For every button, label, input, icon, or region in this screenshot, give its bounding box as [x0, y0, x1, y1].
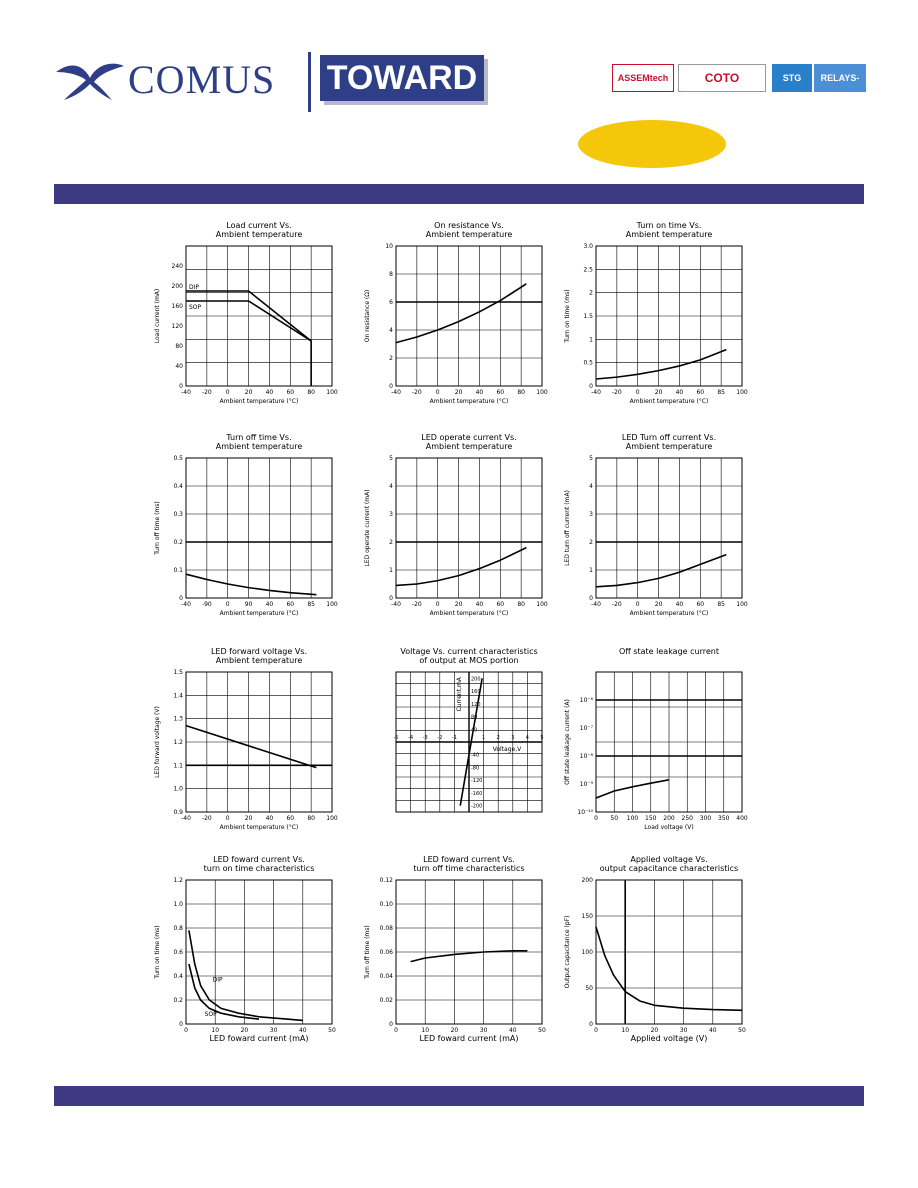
tick-label-x: 1: [482, 735, 486, 741]
tick-label-x: 100: [536, 389, 548, 396]
tick-label-x: 20: [240, 1027, 249, 1034]
tick-label-x: -90: [201, 601, 212, 608]
tick-label-x: 300: [699, 815, 712, 822]
tick-label-x: 0: [435, 601, 440, 608]
tick-label-y: 1.5: [583, 313, 593, 320]
axis-label-x: Voltage,V: [492, 746, 522, 753]
series-line: [596, 350, 726, 379]
tick-label-y: 2: [589, 539, 593, 546]
tick-label-x: 0: [225, 815, 230, 822]
tick-label-x: 30: [479, 1027, 488, 1034]
tick-label-x: 40: [475, 601, 484, 608]
tick-label-y: 200: [171, 283, 183, 290]
chart-leakage-current: [560, 644, 760, 840]
tick-label-y: 10⁻⁶: [579, 697, 593, 704]
tick-label-y: 50: [585, 985, 593, 992]
tick-label-y: 80: [175, 343, 183, 350]
top-bar: [54, 184, 864, 204]
relays-logo-text: RELAYS-: [820, 73, 860, 83]
tick-label-x: 400: [736, 815, 748, 822]
axis-label-y: Turn off time (ms): [154, 501, 161, 555]
tick-label-y: 0: [389, 383, 393, 390]
tick-label-x: 30: [679, 1027, 688, 1034]
tick-label-x: 20: [650, 1027, 659, 1034]
tick-label-y: 240: [171, 263, 183, 270]
tick-label-x: -20: [411, 601, 422, 608]
tick-label-y: 0.10: [379, 901, 393, 908]
tick-label-y: 0: [589, 383, 593, 390]
plot-frame: [186, 458, 332, 598]
tick-label-x: 10: [621, 1027, 630, 1034]
chart-title: Ambient temperature: [625, 442, 713, 451]
chart-title: LED operate current Vs.: [421, 433, 517, 442]
tick-label-y: 1.5: [173, 669, 183, 676]
axis-label-x: LED foward current (mA): [419, 1034, 519, 1043]
axis-label-x: Ambient temperature (°C): [219, 610, 299, 617]
tick-label-x: 200: [663, 815, 675, 822]
tick-label-x: -40: [181, 815, 191, 822]
chart-title: turn off time characteristics: [413, 864, 525, 873]
chart-led-current-turn-off: [360, 852, 560, 1052]
bottom-bar: [54, 1086, 864, 1106]
tick-label-y: 0.08: [379, 925, 393, 932]
tick-label-x: 50: [328, 1027, 336, 1034]
tick-label-x: 20: [244, 815, 253, 822]
tick-label-y: 0: [389, 1021, 393, 1028]
tick-label-y: 1.1: [173, 762, 183, 770]
tick-label-x: 80: [517, 601, 525, 608]
axis-label-x: Ambient temperature (°C): [629, 610, 709, 617]
tick-label-x: -4: [408, 735, 414, 741]
tick-label-y: 2: [389, 539, 393, 546]
tick-label-y: 4: [389, 327, 393, 334]
tick-label-x: 10: [211, 1027, 220, 1034]
tick-label-x: 0: [594, 1027, 598, 1034]
chart-title: Ambient temperature: [215, 442, 303, 451]
assemtech-logo-text: ASSEMtech: [617, 73, 669, 83]
chart-title: turn on time characteristics: [203, 864, 315, 873]
tick-label-y: 3.0: [583, 243, 593, 250]
tick-label-y: 160: [171, 303, 183, 310]
chart-title: LED foward current Vs.: [213, 855, 305, 864]
axis-label-y: Turn on time (ms): [564, 289, 571, 343]
tick-label-x: 20: [244, 389, 253, 396]
tick-label-x: 90: [244, 601, 253, 608]
series-line: [596, 555, 726, 587]
series-label: SOP: [204, 1011, 217, 1018]
axis-label-y: Load current (mA): [154, 288, 161, 344]
tick-label-y: 120: [471, 701, 481, 708]
tick-label-x: 50: [538, 1027, 546, 1034]
tick-label-x: 0: [184, 1027, 188, 1034]
tick-label-x: 350: [718, 815, 730, 822]
chart-load-current: [150, 218, 350, 414]
tick-label-x: -40: [181, 601, 191, 608]
axis-label-y: Output capacitance (pF): [564, 915, 571, 989]
series-line: [396, 548, 526, 586]
tick-label-y: 3: [389, 511, 393, 518]
tick-label-x: 0: [635, 389, 640, 396]
tick-label-x: -20: [411, 389, 422, 396]
tick-label-y: 10: [385, 243, 393, 250]
tick-label-y: 0: [179, 383, 183, 390]
tick-label-y: 5: [589, 455, 593, 462]
tick-label-x: 80: [517, 389, 525, 396]
chart-output-capacitance: [560, 852, 760, 1052]
chart-title: Load current Vs.: [226, 221, 292, 230]
axis-label-x: Ambient temperature (°C): [429, 610, 509, 617]
tick-label-x: 40: [265, 601, 274, 608]
tick-label-x: 60: [286, 601, 295, 608]
tick-label-x: 100: [326, 601, 338, 608]
series-label: SOP: [189, 304, 202, 311]
tick-label-x: -40: [181, 389, 191, 396]
tick-label-x: -20: [201, 389, 212, 396]
chart-led-turn-off-current: [560, 430, 760, 626]
tick-label-y: 0.12: [379, 877, 393, 884]
product-name: TOWARD: [320, 55, 484, 101]
tick-label-y: 1: [389, 567, 393, 574]
comus-bird-icon: [54, 56, 126, 102]
tick-label-x: 0: [435, 389, 440, 396]
assemtech-logo: [612, 64, 674, 92]
tick-label-x: 100: [626, 815, 639, 822]
tick-label-x: 30: [269, 1027, 278, 1034]
tick-label-y: 4: [589, 483, 593, 490]
axis-label-x: Ambient temperature (°C): [219, 824, 299, 831]
tick-label-y: 0.1: [173, 567, 183, 574]
tick-label-y: 0.9: [173, 809, 183, 816]
tick-label-x: 100: [536, 601, 548, 608]
series-label: DIP: [212, 976, 223, 984]
tick-label-y: 2.5: [583, 266, 593, 274]
tick-label-y: 1: [589, 567, 593, 574]
chart-title: Ambient temperature: [215, 230, 303, 239]
tick-label-x: 2: [496, 735, 500, 741]
axis-label-y: LED turn off current (mA): [564, 490, 571, 566]
tick-label-x: 40: [475, 389, 484, 396]
axis-label-y: Turn off time (ms): [364, 925, 371, 979]
tick-label-x: 150: [645, 815, 657, 822]
series-label: DIP: [189, 284, 200, 291]
tick-label-y: 1.0: [173, 901, 183, 908]
tick-label-x: -40: [591, 601, 601, 608]
tick-label-x: -1: [451, 735, 457, 741]
tick-label-x: 250: [681, 815, 693, 822]
tick-label-y: 3: [589, 511, 593, 518]
tick-label-y: 10⁻¹⁰: [577, 809, 593, 816]
tick-label-x: 60: [286, 815, 295, 822]
axis-label-y: LED forward voltage (V): [154, 706, 161, 778]
tick-label-y: 10⁻⁷: [579, 725, 593, 732]
chart-title: Ambient temperature: [625, 230, 713, 239]
tick-label-x: 85: [717, 389, 725, 396]
tick-label-y: 150: [581, 913, 593, 920]
chart-title: Ambient temperature: [215, 656, 303, 665]
chart-title: LED forward voltage Vs.: [210, 647, 308, 656]
tick-label-x: 20: [454, 389, 463, 396]
chart-turn-on-time: [560, 218, 760, 414]
tick-label-x: 40: [675, 601, 684, 608]
tick-label-x: -2: [437, 735, 443, 741]
tick-label-x: 20: [454, 601, 463, 608]
tick-label-x: -3: [422, 735, 428, 741]
tick-label-x: 40: [508, 1027, 517, 1034]
tick-label-x: 50: [738, 1027, 746, 1034]
chart-led-current-turn-on: [150, 852, 350, 1052]
series-line: [411, 951, 528, 962]
tick-label-x: 100: [326, 815, 338, 822]
coto-logo-text: COTO: [704, 71, 740, 85]
tick-label-y: 10⁻⁹: [579, 781, 593, 788]
chart-title: output capacitance characteristics: [599, 864, 739, 873]
tick-label-x: 40: [265, 815, 274, 822]
tick-label-x: 20: [450, 1027, 459, 1034]
stg-logo: [772, 64, 812, 92]
axis-label-x: Ambient temperature (°C): [219, 398, 299, 405]
tick-label-x: 100: [736, 389, 748, 396]
tick-label-y: -200: [471, 803, 483, 810]
tick-label-x: 85: [307, 601, 315, 608]
brand-name: COMUS: [128, 57, 276, 102]
chart-title: Ambient temperature: [425, 230, 513, 239]
tick-label-x: 40: [708, 1027, 717, 1034]
tick-label-x: 60: [286, 389, 295, 396]
tick-label-y: 200: [581, 877, 593, 884]
tick-label-y: 6: [389, 299, 393, 306]
tick-label-x: 100: [736, 601, 748, 608]
tick-label-y: 160: [471, 689, 481, 696]
chart-title: Applied voltage Vs.: [630, 855, 708, 864]
axis-label-x: Ambient temperature (°C): [629, 398, 709, 405]
tick-label-y: 8: [389, 271, 393, 278]
tick-label-y: 0: [389, 595, 393, 602]
tick-label-y: -40: [471, 752, 480, 759]
tick-label-x: 0: [635, 601, 640, 608]
tick-label-x: 40: [265, 389, 274, 396]
tick-label-x: 3: [511, 735, 515, 741]
tick-label-y: 5: [389, 455, 393, 462]
tick-label-y: 0: [179, 1021, 183, 1028]
chart-turn-off-time: [150, 430, 350, 626]
tick-label-y: 1: [589, 336, 593, 344]
chart-on-resistance: [360, 218, 560, 414]
tick-label-y: 1.3: [173, 715, 183, 723]
tick-label-x: 40: [675, 389, 684, 396]
series-line: [396, 284, 526, 343]
tick-label-y: 0: [589, 595, 593, 602]
tick-label-y: 2: [389, 355, 393, 362]
tick-label-x: 60: [496, 601, 505, 608]
axis-label-y: Turn on time (ms): [154, 925, 161, 979]
tick-label-y: 0.8: [173, 925, 183, 932]
plot-frame: [396, 458, 542, 598]
tick-label-y: 0.5: [173, 455, 183, 462]
chart-title: of output at MOS portion: [419, 656, 519, 665]
tick-label-x: -20: [611, 389, 622, 396]
tick-label-x: -40: [391, 389, 401, 396]
tick-label-y: 1.2: [173, 739, 183, 746]
axis-label-y: Current,mA: [456, 677, 463, 712]
tick-label-x: -40: [391, 601, 401, 608]
tick-label-y: 1.4: [173, 692, 183, 700]
tick-label-y: 100: [581, 949, 593, 956]
axis-label-y: LED operate current (mA): [364, 489, 371, 567]
tick-label-x: 60: [496, 389, 505, 396]
tick-label-y: 0: [589, 1021, 593, 1028]
chart-title: Voltage Vs. current characteristics: [400, 647, 538, 656]
tick-label-x: 60: [696, 601, 705, 608]
tick-label-y: -80: [471, 765, 480, 772]
tick-label-x: -20: [611, 601, 622, 608]
tick-label-x: 80: [307, 389, 315, 396]
tick-label-y: -160: [471, 790, 483, 797]
plot-frame: [596, 458, 742, 598]
chart-led-forward-voltage: [150, 644, 350, 840]
tick-label-y: 10⁻⁸: [579, 753, 593, 760]
tick-label-y: 0.3: [173, 511, 183, 518]
axis-label-x: LED foward current (mA): [209, 1034, 309, 1043]
tick-label-y: 0.02: [379, 997, 393, 1004]
tick-label-x: 60: [696, 389, 705, 396]
tick-label-x: 50: [610, 815, 619, 822]
axis-label-x: Applied voltage (V): [630, 1034, 708, 1043]
tick-label-x: 20: [654, 389, 663, 396]
tick-label-x: 85: [717, 601, 725, 608]
tick-label-y: 0.04: [379, 973, 393, 980]
series-line: [186, 574, 316, 594]
tick-label-x: 4: [525, 735, 529, 741]
tick-label-y: 2: [589, 289, 593, 297]
tick-label-x: -40: [591, 389, 601, 396]
tick-label-y: 40: [471, 727, 478, 734]
tick-label-x: 20: [654, 601, 663, 608]
coto-logo: [678, 64, 766, 92]
relays-logo: [814, 64, 866, 92]
series-line: [189, 964, 259, 1019]
chart-title: LED foward current Vs.: [423, 855, 515, 864]
header-divider: [308, 52, 311, 112]
tick-label-y: 200: [471, 676, 481, 683]
tick-label-y: -120: [471, 778, 483, 785]
tick-label-x: 40: [298, 1027, 307, 1034]
tick-label-x: 100: [326, 389, 338, 396]
chart-title: Off state leakage current: [618, 647, 720, 656]
axis-label-x: Ambient temperature (°C): [429, 398, 509, 405]
series-line: [189, 930, 303, 1020]
tick-label-x: 0: [394, 1027, 398, 1034]
chart-title: Turn on time Vs.: [636, 221, 702, 230]
chart-title: Ambient temperature: [425, 442, 513, 451]
tick-label-y: 0.4: [173, 973, 183, 980]
tick-label-x: 0: [225, 389, 230, 396]
tick-label-x: 80: [307, 815, 315, 822]
highlight-oval: [578, 120, 726, 168]
axis-label-x: Load voltage (V): [644, 824, 694, 831]
stg-logo-text: STG: [782, 73, 802, 83]
tick-label-x: 5: [540, 735, 544, 741]
axis-label-y: Off state leakage current (A): [564, 699, 571, 785]
tick-label-x: 10: [421, 1027, 430, 1034]
tick-label-x: -5: [393, 735, 399, 741]
tick-label-y: 0.6: [173, 949, 183, 956]
tick-label-y: 0.2: [173, 997, 183, 1004]
tick-label-y: 120: [171, 323, 183, 330]
tick-label-x: 0: [594, 815, 598, 822]
series-line: [596, 927, 742, 1011]
chart-title: LED Turn off current Vs.: [621, 433, 717, 442]
chart-title: Turn off time Vs.: [226, 433, 292, 442]
chart-title: On resistance Vs.: [434, 221, 504, 230]
tick-label-y: 1.2: [173, 877, 183, 884]
chart-led-operate-current: [360, 430, 560, 626]
tick-label-y: 40: [175, 363, 183, 370]
axis-label-y: On resistance (Ω): [364, 289, 371, 343]
tick-label-x: -20: [201, 815, 212, 822]
tick-label-y: 0.4: [173, 483, 183, 490]
tick-label-x: 0: [225, 601, 230, 608]
tick-label-y: 0: [179, 595, 183, 602]
tick-label-y: 0.5: [583, 359, 593, 367]
tick-label-y: 4: [389, 483, 393, 490]
tick-label-y: 1.0: [173, 785, 183, 793]
chart-mos-vi: [360, 644, 560, 840]
tick-label-y: 0.06: [379, 949, 393, 956]
series-line: [186, 726, 316, 768]
tick-label-y: 80: [471, 714, 478, 721]
tick-label-y: 0.2: [173, 539, 183, 546]
